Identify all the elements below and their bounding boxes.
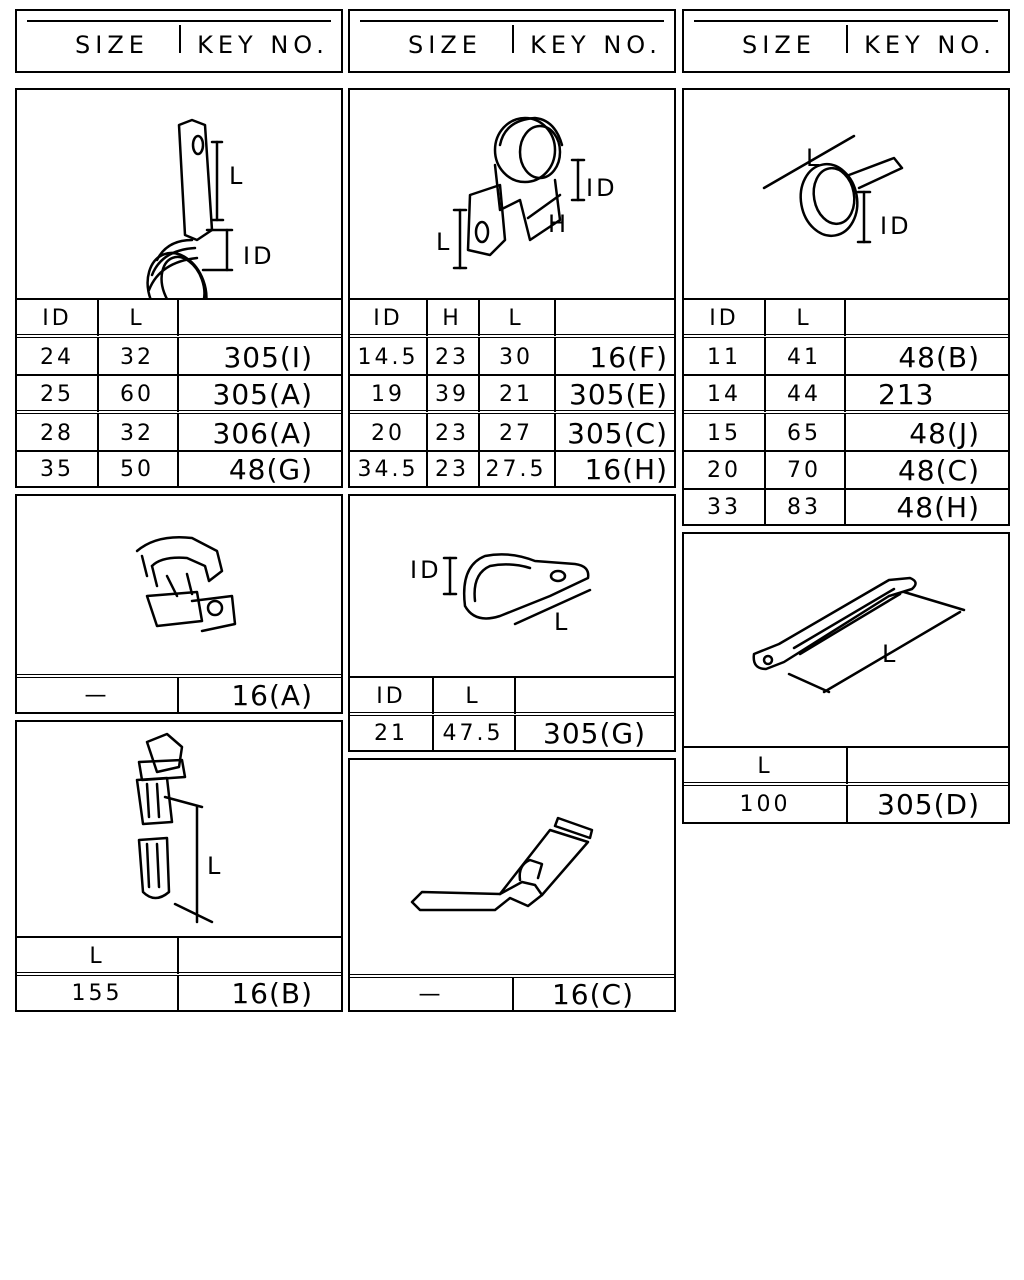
col-id: ID bbox=[42, 305, 72, 331]
table-header-row bbox=[684, 746, 1008, 784]
table-row bbox=[684, 782, 1008, 822]
cell-l: 44 bbox=[787, 381, 821, 407]
cell-l: 41 bbox=[787, 344, 821, 370]
panel-clamp-tab bbox=[15, 88, 343, 488]
flat-band-drawing bbox=[684, 534, 1008, 744]
table-row bbox=[17, 674, 341, 712]
cell-l: 60 bbox=[120, 381, 154, 407]
col-l: L bbox=[757, 753, 773, 779]
table-header-row bbox=[684, 298, 1008, 336]
cell-id: 19 bbox=[371, 381, 405, 407]
cell-l: 21 bbox=[499, 381, 533, 407]
table-header-row bbox=[17, 936, 341, 974]
cell-id: 20 bbox=[707, 457, 741, 483]
cell-id: 24 bbox=[40, 344, 74, 370]
cell-l: 50 bbox=[120, 456, 154, 482]
cell-key: 48(B) bbox=[898, 340, 980, 374]
dim-label-l: L bbox=[882, 640, 899, 668]
dim-label-id: ID bbox=[243, 242, 275, 270]
table-row bbox=[350, 450, 674, 486]
cell-key: 48(H) bbox=[896, 490, 980, 524]
cell-key: 306(A) bbox=[212, 416, 313, 450]
cell-id: 34.5 bbox=[357, 456, 419, 482]
cell-h: 23 bbox=[435, 420, 469, 446]
cell-key: 305(G) bbox=[543, 716, 646, 750]
col-l: L bbox=[465, 683, 481, 709]
panel-saddle-clip bbox=[348, 494, 676, 752]
col-l: L bbox=[508, 305, 524, 331]
cell-id: 21 bbox=[374, 720, 408, 746]
table-row bbox=[350, 334, 674, 376]
cell-key: 16(C) bbox=[551, 977, 635, 1011]
cell-key: 305(I) bbox=[223, 340, 313, 374]
ring-band-drawing bbox=[684, 90, 1008, 300]
cell-key: 305(E) bbox=[569, 377, 668, 411]
cell-l: 155 bbox=[71, 980, 123, 1006]
cell-l: 65 bbox=[787, 420, 821, 446]
cell-id: 25 bbox=[40, 381, 74, 407]
cell-key: 305(A) bbox=[212, 377, 313, 411]
cell-id: 35 bbox=[40, 456, 74, 482]
cell-id: 14.5 bbox=[357, 344, 419, 370]
cell-id: 15 bbox=[707, 420, 741, 446]
col-l: L bbox=[796, 305, 812, 331]
key-no-header: KEY NO. bbox=[864, 31, 996, 59]
cell-l: 70 bbox=[787, 457, 821, 483]
table-header-row bbox=[350, 676, 674, 714]
table-row bbox=[17, 374, 341, 412]
panel-ring-band bbox=[682, 88, 1010, 526]
cell-l: 27 bbox=[499, 420, 533, 446]
cell-id: 20 bbox=[371, 420, 405, 446]
dim-label-id: ID bbox=[880, 212, 912, 240]
table-header-row bbox=[350, 298, 674, 336]
clamp-tab-drawing bbox=[17, 90, 341, 300]
panel-tie-clip bbox=[15, 720, 343, 1012]
table-row bbox=[684, 410, 1008, 452]
table-row bbox=[17, 450, 341, 486]
cell-key: 305(C) bbox=[567, 416, 668, 450]
panel-bracket-16c bbox=[348, 758, 676, 1012]
header-col2 bbox=[348, 9, 676, 73]
dim-label-l: L bbox=[436, 228, 453, 256]
col-l: L bbox=[89, 943, 105, 969]
cell-l: 100 bbox=[739, 791, 791, 817]
col-l: L bbox=[129, 305, 145, 331]
cell-l: 83 bbox=[787, 494, 821, 520]
dim-label-l: L bbox=[806, 144, 823, 172]
col-id: ID bbox=[376, 683, 406, 709]
cell-l: 47.5 bbox=[442, 720, 504, 746]
cell-h: 23 bbox=[435, 456, 469, 482]
cell-l: 32 bbox=[120, 344, 154, 370]
table-row bbox=[350, 410, 674, 452]
size-header: SIZE bbox=[742, 31, 816, 59]
col-h: H bbox=[442, 305, 462, 331]
panel-clip-16a bbox=[15, 494, 343, 714]
table-row bbox=[350, 974, 674, 1010]
cell-id: 28 bbox=[40, 420, 74, 446]
col-id: ID bbox=[709, 305, 739, 331]
cell-key: 48(G) bbox=[228, 452, 313, 486]
table-row bbox=[684, 488, 1008, 524]
cell-key: 16(H) bbox=[584, 452, 668, 486]
offset-clamp-drawing bbox=[350, 90, 674, 300]
cell-id: 14 bbox=[707, 381, 741, 407]
saddle-clip-drawing bbox=[350, 496, 674, 676]
cell-id: 11 bbox=[707, 344, 741, 370]
cell-key: 48(C) bbox=[897, 453, 980, 487]
tie-clip-drawing bbox=[17, 722, 341, 934]
table-row bbox=[684, 374, 1008, 412]
cell-id: 33 bbox=[707, 494, 741, 520]
table-row bbox=[350, 374, 674, 412]
cell-l: 27.5 bbox=[485, 456, 547, 482]
cell-key: 16(F) bbox=[589, 340, 668, 374]
dim-label-l: L bbox=[229, 162, 246, 190]
dim-label-l: L bbox=[554, 608, 571, 636]
dim-label-id: ID bbox=[586, 174, 618, 202]
table-header-row bbox=[17, 298, 341, 336]
size-header: SIZE bbox=[75, 31, 149, 59]
size-header: SIZE bbox=[408, 31, 482, 59]
dim-label-id: ID bbox=[410, 556, 442, 584]
bracket-figure bbox=[350, 760, 674, 1010]
bracket-drawing bbox=[350, 760, 674, 974]
clip-drawing bbox=[17, 496, 341, 676]
cell-h: 39 bbox=[435, 381, 469, 407]
cell-key: 305(D) bbox=[877, 787, 980, 821]
table-row bbox=[17, 410, 341, 452]
cell-key: 16(A) bbox=[231, 678, 313, 712]
panel-flat-band bbox=[682, 532, 1010, 824]
table-row bbox=[684, 450, 1008, 488]
cell-key: 213 bbox=[878, 377, 935, 411]
cell-size: — bbox=[418, 981, 444, 1007]
table-row bbox=[17, 334, 341, 376]
table-row bbox=[684, 334, 1008, 376]
cell-size: — bbox=[84, 682, 110, 708]
header-col1 bbox=[15, 9, 343, 73]
panel-offset-clamp bbox=[348, 88, 676, 488]
table-row bbox=[350, 712, 674, 750]
cell-h: 23 bbox=[435, 344, 469, 370]
table-row bbox=[17, 972, 341, 1010]
dim-label-h: H bbox=[548, 210, 570, 238]
cell-key: 48(J) bbox=[909, 416, 980, 450]
cell-key: 16(B) bbox=[231, 976, 313, 1010]
col-id: ID bbox=[373, 305, 403, 331]
cell-l: 32 bbox=[120, 420, 154, 446]
cell-l: 30 bbox=[499, 344, 533, 370]
header-col3 bbox=[682, 9, 1010, 73]
key-no-header: KEY NO. bbox=[530, 31, 662, 59]
dim-label-l: L bbox=[207, 852, 224, 880]
key-no-header: KEY NO. bbox=[197, 31, 329, 59]
